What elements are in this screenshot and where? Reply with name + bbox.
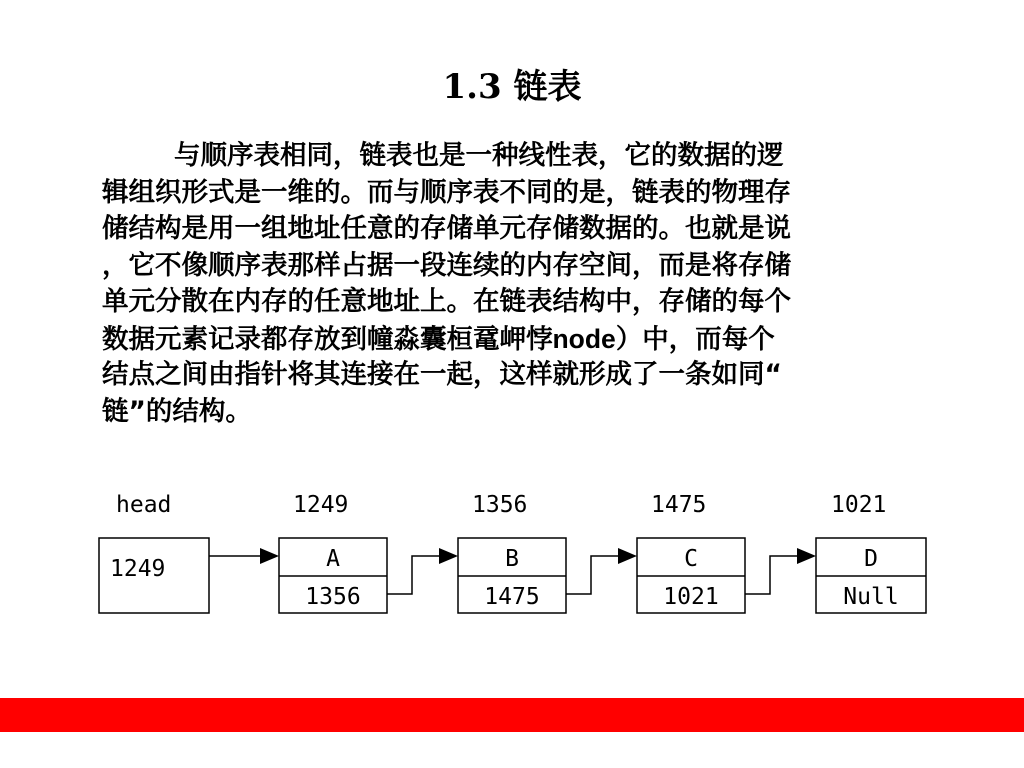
node-next: 1475 xyxy=(484,584,540,610)
paragraph-line: 储结构是用一组地址任意的存储单元存储数据的。也就是说 xyxy=(102,213,791,244)
paragraph-line: 与顺序表相同，链表也是一种线性表，它的数据的逻 xyxy=(174,140,784,171)
node-address: 1021 xyxy=(831,492,887,518)
paragraph-line: ，它不像顺序表那样占据一段连续的内存空间，而是将存储 xyxy=(102,249,791,281)
node-data: A xyxy=(326,546,340,572)
node-data: C xyxy=(684,546,698,572)
node-keyword: node xyxy=(552,323,616,354)
paragraph-line: 单元分散在内存的任意地址上。在链表结构中，存储的每个 xyxy=(102,286,791,317)
arrowhead xyxy=(260,548,279,564)
footer-bar xyxy=(0,698,1024,732)
head-label: head xyxy=(116,492,172,518)
pointer-arrow xyxy=(745,556,799,594)
arrowhead xyxy=(797,548,816,564)
slide-title: 1.3 链表 xyxy=(442,67,582,107)
paragraph-line: 结点之间由指针将其连接在一起，这样就形成了一条如同“ xyxy=(102,359,782,390)
head-value: 1249 xyxy=(110,556,166,582)
node-address: 1475 xyxy=(651,492,707,518)
pointer-arrow xyxy=(566,556,620,594)
arrowhead xyxy=(439,548,458,564)
pointer-arrow xyxy=(387,556,441,594)
paragraph-line: 链”的结构。 xyxy=(102,395,252,427)
node-address: 1356 xyxy=(472,492,528,518)
paragraph-line: 辑组织形式是一维的。而与顺序表不同的是，链表的物理存 xyxy=(102,176,791,208)
line-text: 数据元素记录都存放到幢淼囊桓鼋岬悖 xyxy=(102,323,553,355)
node-next: 1356 xyxy=(305,584,361,610)
arrowhead xyxy=(618,548,637,564)
line-text: ）中，而每个 xyxy=(615,323,775,355)
node-address: 1249 xyxy=(293,492,349,518)
node-data: D xyxy=(864,546,878,572)
node-next: 1021 xyxy=(663,584,719,610)
node-data: B xyxy=(505,546,519,572)
node-next: Null xyxy=(843,584,899,610)
